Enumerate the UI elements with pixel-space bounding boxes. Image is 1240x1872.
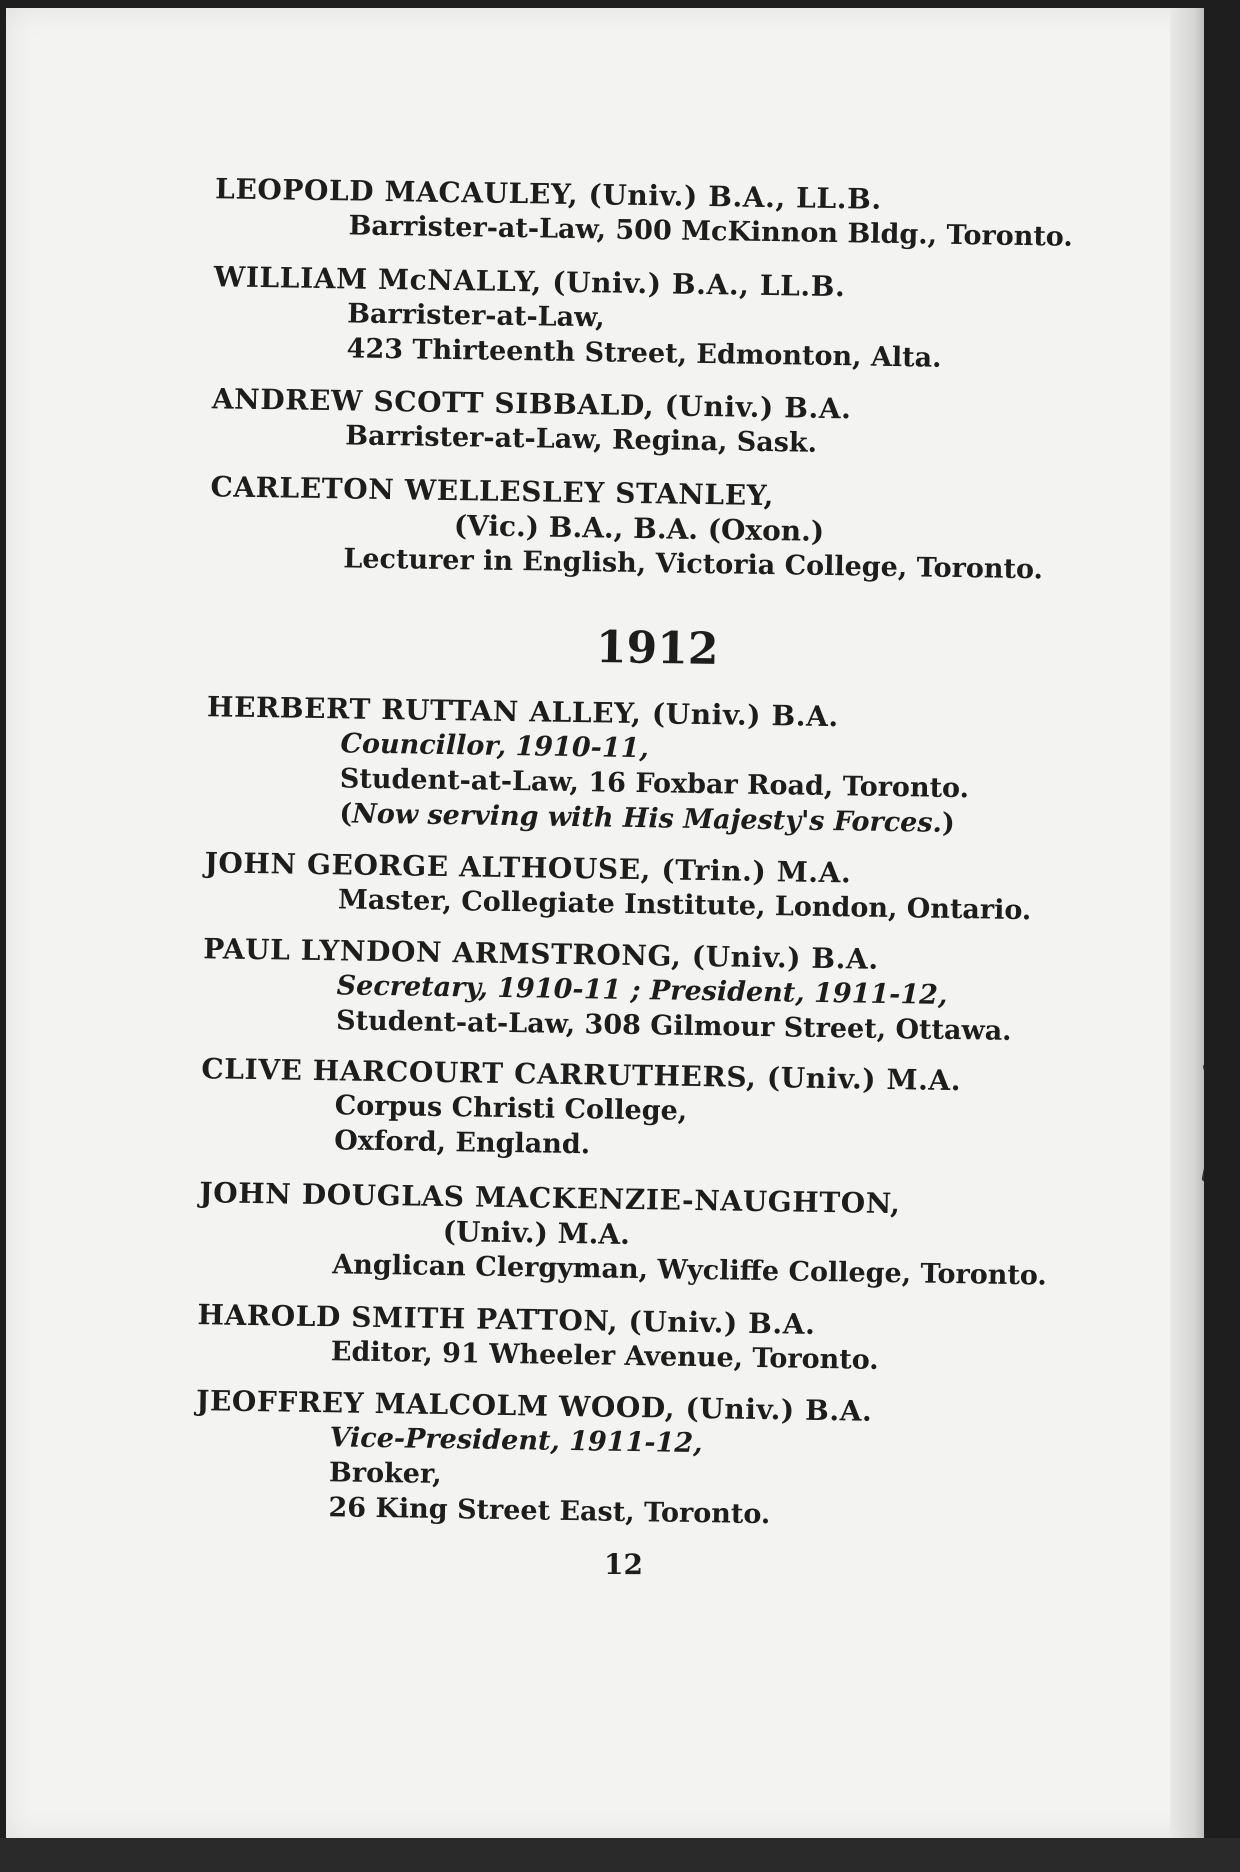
entry-stanley xyxy=(209,469,1044,587)
entry-degree: (Univ.) B.A. xyxy=(617,1304,816,1341)
entry-althouse xyxy=(204,845,1032,928)
entry-name: ANDREW SCOTT SIBBALD, xyxy=(211,382,655,423)
entry-armstrong xyxy=(202,931,1013,1049)
year-heading: 1912 xyxy=(595,622,719,675)
entry-degree: (Univ.) B.A. xyxy=(681,939,879,976)
entry-office: Secretary, 1910-11 ; President, 1911-12, xyxy=(336,970,948,1011)
scan-bottom-edge xyxy=(0,1838,1240,1872)
entry-mcnally xyxy=(212,259,942,375)
entry-degree: (Trin.) M.A. xyxy=(650,853,852,890)
entry-carruthers xyxy=(200,1051,961,1168)
entry-name: WILLIAM McNALLY, xyxy=(213,260,543,299)
entry-name: HAROLD SMITH PATTON, xyxy=(197,1298,619,1338)
entry-alley xyxy=(205,689,970,841)
entry-name: JOHN GEORGE ALTHOUSE, xyxy=(204,846,652,887)
entry-office: Vice-President, 1911-12, xyxy=(329,1422,703,1460)
entry-detail: Barrister-at-Law, Regina, Sask. xyxy=(345,420,818,459)
entry-degree: (Univ.) B.A. xyxy=(653,389,852,426)
entry-wood xyxy=(194,1383,872,1534)
entry-detail: Barrister-at-Law, 500 McKinnon Bldg., Toronto. xyxy=(348,210,1073,253)
entry-sibbald xyxy=(211,381,852,461)
entry-office: Councillor, 1910-11, xyxy=(340,728,650,765)
entry-name: LEOPOLD MACAULEY, xyxy=(214,172,579,212)
entry-name: PAUL LYNDON ARMSTRONG, xyxy=(202,932,682,973)
entry-degree: (Univ.) B.A. xyxy=(641,697,840,734)
entry-degree: (Univ.) B.A., LL.B. xyxy=(577,178,882,216)
entry-name: CLIVE HARCOURT CARRUTHERS, xyxy=(201,1052,757,1094)
entry-note-open: ( xyxy=(339,798,353,830)
entry-degree: (Univ.) M.A. xyxy=(756,1060,962,1098)
page-edge xyxy=(1170,8,1204,1838)
entry-note-close: ) xyxy=(941,807,955,840)
entry-detail: Student-at-Law, 16 Foxbar Road, Toronto. xyxy=(339,763,970,805)
entry-detail: Student-at-Law, 308 Gilmour Street, Ottawa. xyxy=(335,1005,1012,1047)
entry-patton xyxy=(197,1297,880,1378)
entry-detail: Barrister-at-Law, xyxy=(346,298,605,334)
entry-name: HERBERT RUTTAN ALLEY, xyxy=(206,690,642,731)
entry-mackenzie-naughton xyxy=(198,1175,1048,1293)
book-page xyxy=(6,8,1204,1838)
entry-degree: (Univ.) M.A. xyxy=(442,1215,631,1251)
entry-degree: (Vic.) B.A., B.A. (Oxon.) xyxy=(453,509,825,548)
entry-detail: Oxford, England. xyxy=(334,1125,591,1161)
entry-detail: Anglican Clergyman, Wycliffe College, Toronto. xyxy=(332,1249,1048,1292)
entry-name: JEOFFREY MALCOLM WOOD, xyxy=(195,1384,676,1425)
entry-detail: Corpus Christi College, xyxy=(334,1090,688,1127)
entry-detail: Editor, 91 Wheeler Avenue, Toronto. xyxy=(330,1336,879,1376)
entry-degree: (Univ.) B.A., LL.B. xyxy=(541,265,846,304)
entry-detail: Lecturer in English, Victoria College, Toronto. xyxy=(343,543,1044,586)
entry-name: CARLETON WELLESLEY STANLEY, xyxy=(210,470,775,513)
entry-detail: 423 Thirteenth Street, Edmonton, Alta. xyxy=(346,333,942,374)
entry-name: JOHN DOUGLAS MACKENZIE-NAUGHTON, xyxy=(199,1176,901,1221)
entry-note: Now serving with His Majesty's Forces. xyxy=(351,798,943,839)
page-number: 12 xyxy=(604,1548,643,1581)
entry-detail: Broker, xyxy=(328,1457,442,1491)
entry-detail: Master, Collegiate Institute, London, Ontario. xyxy=(337,884,1032,927)
entry-detail: 26 King Street East, Toronto. xyxy=(328,1492,771,1531)
entry-degree: (Univ.) B.A. xyxy=(674,1391,873,1428)
entry-macauley xyxy=(214,171,1073,254)
